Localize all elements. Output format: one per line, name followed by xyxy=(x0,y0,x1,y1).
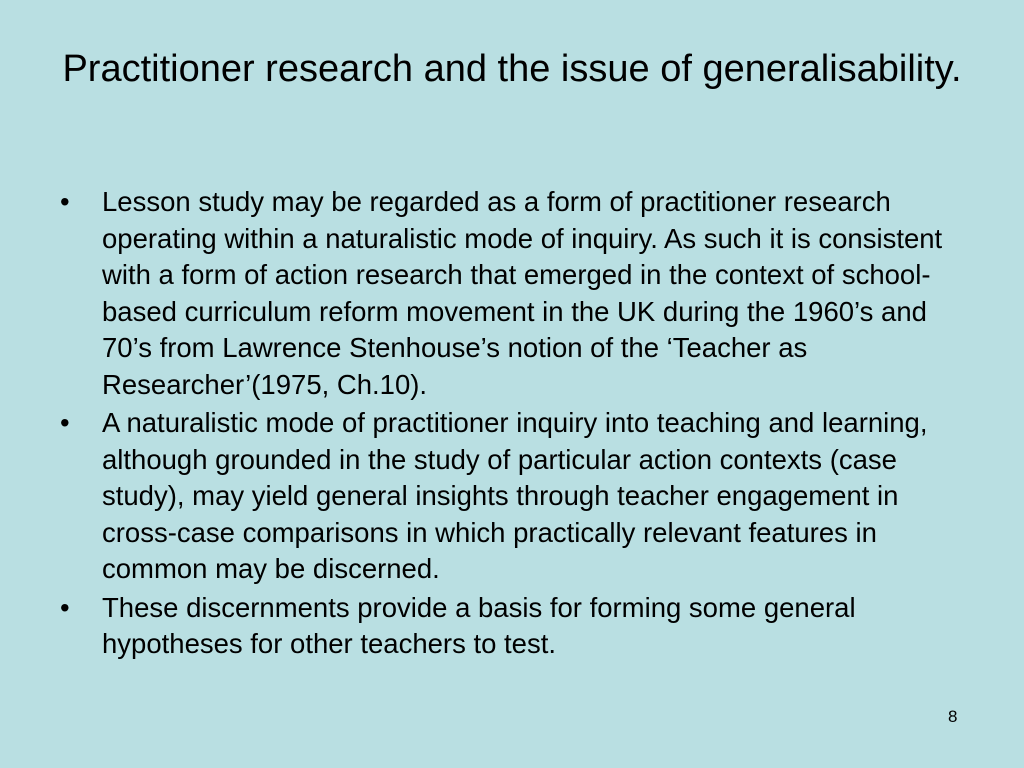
bullet-icon: • xyxy=(60,591,70,623)
bullet-text: A naturalistic mode of practitioner inquiry into teaching and learning, although grounded in the study of particular action contexts (case study), may yield general insights through teacher engagement in cross-case comparisons in which practically relevant features in common may be discerned. xyxy=(102,407,928,584)
page-number: 8 xyxy=(948,707,958,726)
bullet-icon: • xyxy=(60,186,70,217)
bullet-icon: • xyxy=(60,407,70,438)
bullet-item xyxy=(56,590,976,663)
bullet-text: These discernments provide a basis for forming some general hypotheses for other teachers to test. xyxy=(102,591,856,659)
bullet-text: Lesson study may be regarded as a form of practitioner research operating within a naturalistic mode of inquiry. As such it is consistent with a form of action research that emerged in the context of school-based curriculum reform movement in the UK during the 1960’s and 70’s from Lawrence Stenhouse’s notion of the ‘Teacher as Researcher’(1975, Ch.10). xyxy=(102,186,943,400)
slide-title: Practitioner research and the issue of generalisability. xyxy=(62,48,962,90)
bullet-list xyxy=(56,184,976,665)
bullet-item xyxy=(56,405,976,588)
bullet-item xyxy=(56,184,976,403)
